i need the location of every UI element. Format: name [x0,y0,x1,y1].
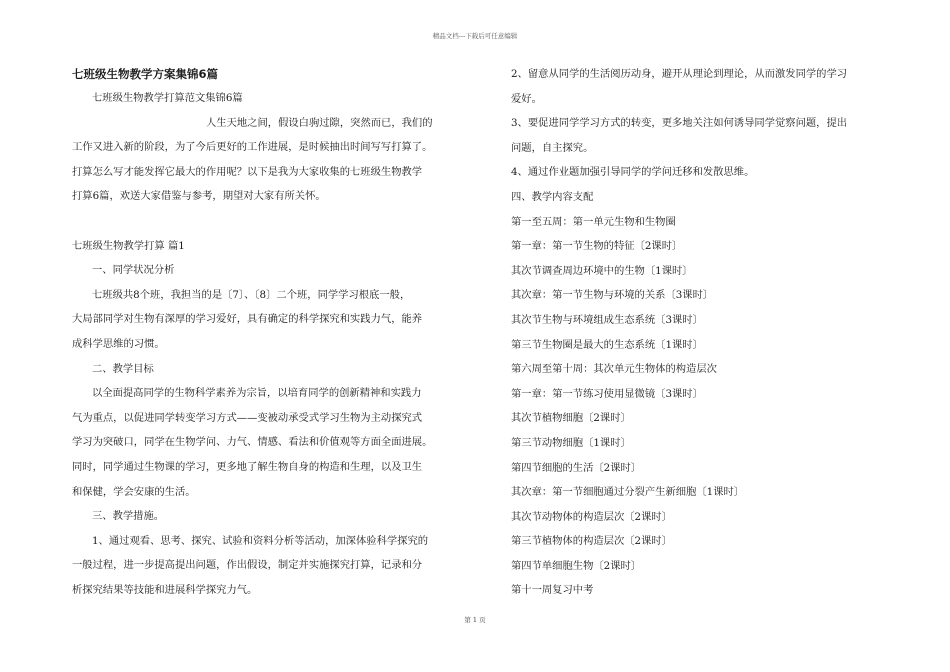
intro-line: 工作又进入新的阶段，为了今后更好的工作进展，是时候抽出时间写写打算了。 [72,141,433,154]
paragraph-line: 气为重点，以促进同学转变学习方式——变被动承受式学习生物为主动探究式 [72,411,423,424]
page-header: 精品文档---下载后可任意编辑 [432,32,518,40]
paragraph-line: 同时，同学通过生物课的学习，更多地了解生物自身的构造和生理，以及卫生 [72,460,423,473]
paragraph-line: 成科学思维的习惯。 [72,337,165,350]
heading-student-analysis: 一、同学状况分析 [92,264,175,277]
page-number: 第 1 页 [464,616,486,624]
schedule-item: 第一至五周：第一单元生物和生物圈 [511,215,676,228]
schedule-item: 其次节生物与环境组成生态系统〔3课时〕 [511,313,703,326]
paragraph-line: 1、通过观看、思考、探究、试验和资料分析等活动，加深体验科学探究的 [92,534,429,547]
paragraph-line: 以全面提高同学的生物科学素养为宗旨，以培育同学的创新精神和实践力 [92,387,422,400]
paragraph-line: 学习为突破口，同学在生物学问、力气、情感、看法和价值观等方面全面进展。 [72,436,433,449]
blank-line [72,209,464,234]
document-subtitle: 七班级生物教学打算范文集锦6篇 [92,92,243,104]
intro-line: 打算6篇，欢送大家借鉴与参考，期望对大家有所关怀。 [72,190,326,203]
document-title: 七班级生物教学方案集锦6篇 [72,67,219,81]
schedule-item: 第六周至第十周：其次单元生物体的构造层次 [511,363,717,376]
paragraph-line: 和保健，学会安康的生活。 [72,485,196,498]
schedule-item: 第一章：第一节练习使用显微镜〔3课时〕 [511,387,703,400]
right-column [511,62,886,603]
paragraph-line: 2、留意从同学的生活阅历动身，避开从理论到理论，从而激发同学的学习 [511,68,848,80]
schedule-item: 其次章：第一节细胞通过分裂产生新细胞〔1课时〕 [511,486,745,499]
heading-teaching-goals: 二、教学目标 [92,362,154,375]
intro-line: 打算怎么写才能发挥它最大的作用呢？以下是我为大家收集的七班级生物教学 [72,165,423,178]
schedule-item: 其次节植物细胞〔2课时〕 [511,412,631,425]
intro-line: 人生天地之间，假设白驹过隙，突然而已，我们的 [206,116,433,129]
paragraph-line: 七班级共8个班，我担当的是〔7〕、〔8〕二个班，同学学习根底一般， [92,288,411,301]
paragraph-line: 析探究结果等技能和进展科学探究力气。 [72,583,258,596]
paragraph-line: 4、通过作业题加强引导同学的学问迁移和发散思维。 [511,166,755,179]
schedule-item: 其次章：第一节生物与环境的关系〔3课时〕 [511,289,714,302]
left-column [72,62,464,602]
schedule-item: 其次节动物体的构造层次〔2课时〕 [511,510,673,523]
heading-teaching-measures: 三、教学措施。 [92,510,165,523]
schedule-item: 其次节调查周边环境中的生物〔1课时〕 [511,264,693,277]
paragraph-line: 3、要促进同学学习方式的转变，更多地关注如何诱导同学觉察问题，提出 [511,117,848,130]
schedule-item: 第一章：第一节生物的特征〔2课时〕 [511,240,683,253]
schedule-item: 第四节细胞的生活〔2课时〕 [511,461,642,474]
schedule-item: 第三节植物体的构造层次〔2课时〕 [511,535,673,548]
schedule-item: 第三节生物圈是最大的生态系统〔1课时〕 [511,338,703,351]
paragraph-line: 爱好。 [511,92,542,105]
schedule-item: 第十一周复习中考 [511,584,594,597]
schedule-item: 第四节单细胞生物〔2课时〕 [511,559,642,572]
paragraph-line: 一般过程，进一步提高提出问题，作出假设，制定并实施探究打算，记录和分 [72,559,423,572]
paragraph-line: 大局部同学对生物有深厚的学习爱好，具有确定的科学探究和实践力气，能养 [72,313,423,326]
heading-content-schedule: 四、教学内容支配 [511,190,594,203]
schedule-item: 第三节动物细胞〔1课时〕 [511,436,631,449]
paragraph-line: 问题，自主探究。 [511,141,594,154]
section-title: 七班级生物教学打算 篇1 [72,239,185,252]
